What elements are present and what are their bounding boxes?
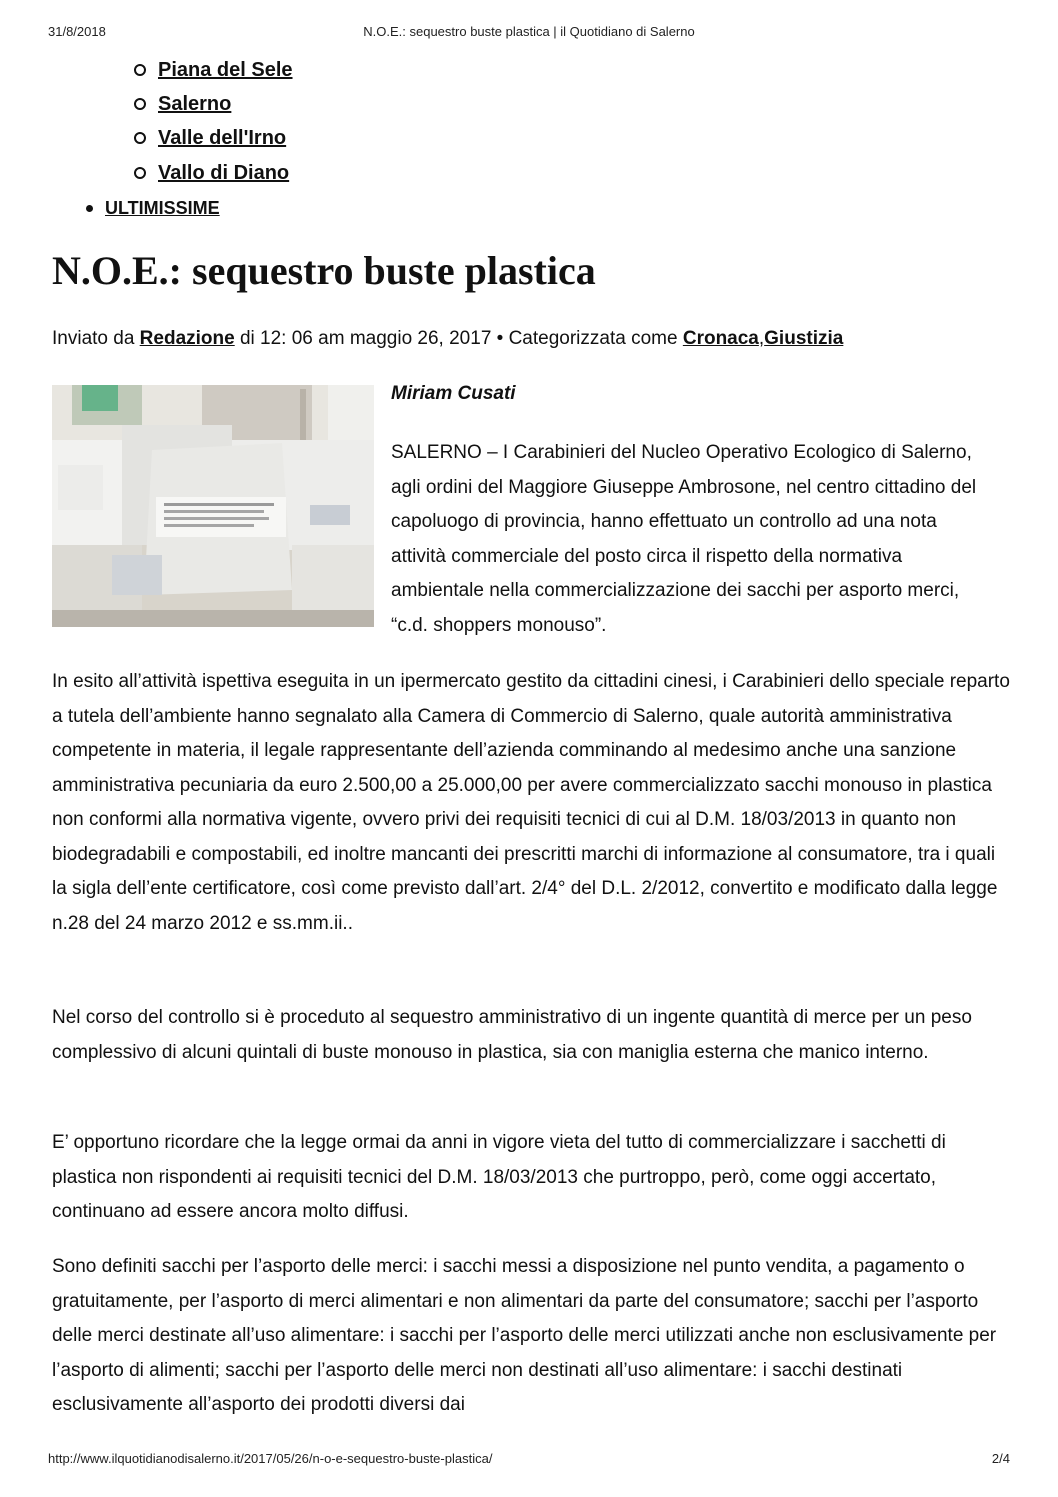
menu-link-vallo-di-diano[interactable]: Vallo di Diano — [158, 161, 290, 184]
menu-link-valle-dell-irno[interactable]: Valle dell'Irno — [158, 126, 287, 149]
article-intro: SALERNO – I Carabinieri del Nucleo Operativo Ecologico di Salerno, agli ordini del Maggiore Giuseppe Ambrosone, nel centro cittadino del capoluogo di provincia, hanno effettuato un controllo ad una nota attività commerciale del posto circa il rispetto della normativa ambientale nella commercializzazione dei sacchi per asporto merci, “c.d. shoppers monouso”. — [391, 442, 977, 636]
circle-bullet-icon — [134, 167, 146, 179]
article-paragraph: Nel corso del controllo si è proceduto al sequestro amministrativo di un ingente quantità di merce per un peso complessivo di alcuni quintali di buste monouso in plastica, sia con maniglia esterna che manico interno. — [52, 1007, 972, 1063]
article-title: N.O.E.: sequestro buste plastica — [52, 248, 596, 293]
print-page-title: N.O.E.: sequestro buste plastica | il Quotidiano di Salerno — [363, 24, 695, 39]
seized-boxes-photo — [52, 385, 374, 627]
menu-link-ultimissime[interactable]: ULTIMISSIME — [105, 197, 220, 218]
print-page-number: 2/4 — [991, 1451, 1010, 1466]
category-link-cronaca[interactable]: Cronaca — [682, 328, 759, 349]
meta-prefix: Inviato da — [52, 328, 140, 349]
print-date: 31/8/2018 — [48, 24, 106, 39]
category-separator: , — [758, 328, 765, 349]
menu-link-piana-del-sele[interactable]: Piana del Sele — [158, 58, 293, 81]
print-url: http://www.ilquotidianodisalerno.it/2017/05/26/n-o-e-sequestro-buste-plastica/ — [48, 1451, 493, 1466]
print-header — [48, 24, 1010, 44]
article-paragraph: Sono definiti sacchi per l’asporto delle merci: i sacchi messi a disposizione nel punto vendita, a pagamento o gratuitamente, per l’asporto di merci alimentari e non alimentari da parte del consumatore; sacchi per l’asporto delle merci destinate all’uso alimentare: i sacchi per l’asporto delle merci utilizzati anche non esclusivamente per l’asporto di alimenti; sacchi per l’asporto delle merci non destinati all’uso alimentare: i sacchi destinati esclusivamente all’asporto dei prodotti diversi dai — [52, 1256, 997, 1415]
menu-item-vallo-di-diano — [134, 157, 289, 189]
article-author: Miriam Cusati — [391, 383, 516, 404]
article-paragraph: E’ opportuno ricordare che la legge ormai da anni in vigore vieta del tutto di commercializzare i sacchetti di plastica non rispondenti ai requisiti tecnici del D.M. 18/03/2013 che purtroppo, però, come oggi accertato, continuano ad essere ancora molto diffusi. — [52, 1132, 946, 1222]
circle-bullet-icon — [134, 64, 146, 76]
article-photo — [52, 385, 374, 627]
meta-date: di 12: 06 am maggio 26, 2017 • Categorizzata come — [234, 328, 683, 349]
print-footer — [48, 1451, 1010, 1471]
menu-item-valle-dell-irno — [134, 122, 286, 154]
menu-item-salerno — [134, 88, 231, 120]
article-meta — [52, 328, 843, 350]
circle-bullet-icon — [134, 98, 146, 110]
author-link[interactable]: Redazione — [139, 328, 235, 349]
article-paragraph: In esito all’attività ispettiva eseguita in un ipermercato gestito da cittadini cinesi, i Carabinieri dello speciale reparto a tutela dell’ambiente hanno segnalato alla Camera di Commercio di Salerno, quale autorità amministrativa competente in materia, il legale rappresentante dell’azienda comminando al medesimo anche una sanzione amministrativa pecuniaria da euro 2.500,00 a 25.000,00 per avere commercializzato sacchi monouso in plastica non conformi alla normativa vigente, ovvero privi dei requisiti tecnici di cui al D.M. 18/03/2013 in quanto non biodegradabili e compostabili, ed inoltre mancanti dei prescritti marchi di informazione al consumatore, tra i quali la sigla dell’ente certificatore, così come previsto dall’art. 2/4° del D.L. 2/2012, convertito e modificato dalla legge n.28 del 24 marzo 2012 e ss.mm.ii.. — [52, 671, 1010, 934]
category-link-giustizia[interactable]: Giustizia — [764, 328, 844, 349]
disc-bullet-icon — [86, 205, 93, 212]
menu-item-piana-del-sele — [134, 54, 293, 86]
circle-bullet-icon — [134, 132, 146, 144]
menu-item-ultimissime — [86, 192, 220, 224]
menu-link-salerno[interactable]: Salerno — [158, 92, 232, 115]
